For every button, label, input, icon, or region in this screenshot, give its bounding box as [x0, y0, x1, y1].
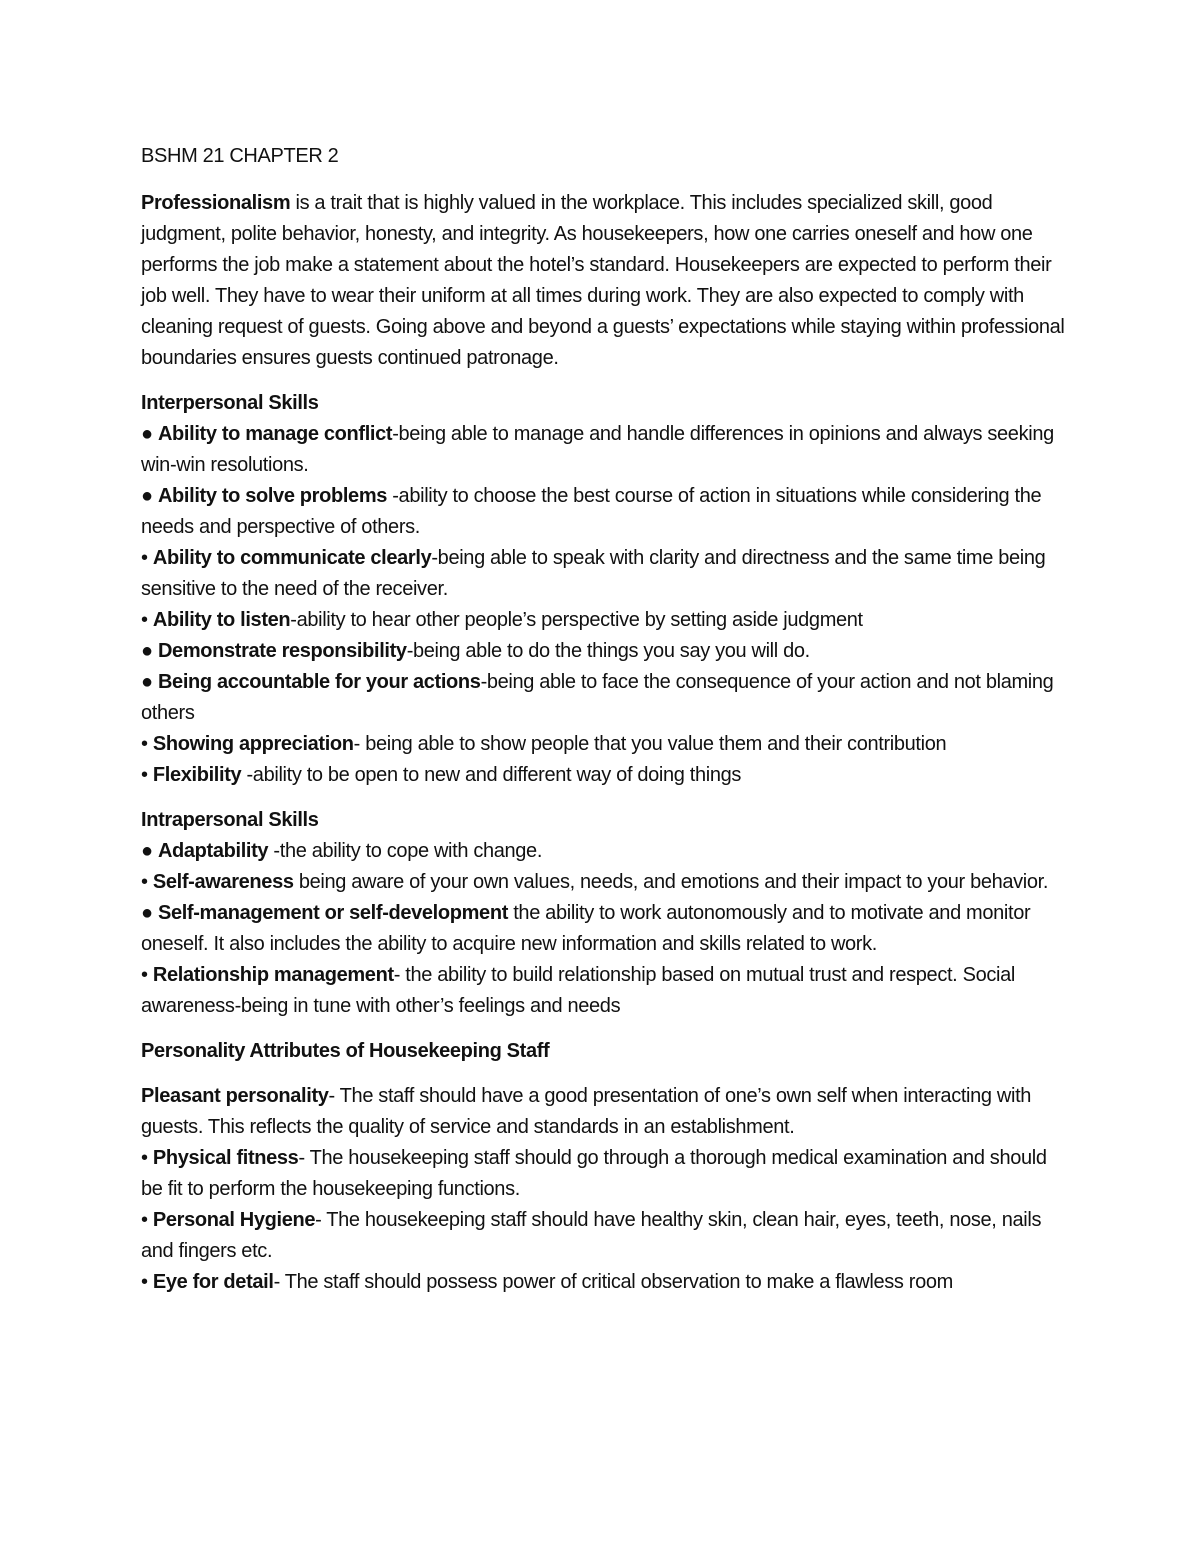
skill-term: Relationship management — [152, 964, 394, 986]
spacer — [141, 1067, 1071, 1081]
skill-term: Ability to communicate clearly — [152, 547, 432, 569]
skill-term: Self-awareness — [152, 871, 294, 893]
attribute-description: - The housekeeping staff should have healthy skin, clean hair, eyes, teeth, nose, nails and fingers etc. — [141, 1209, 1042, 1262]
list-item — [141, 1081, 1071, 1143]
attribute-term: Eye for detail — [152, 1271, 274, 1293]
professionalism-term: Professionalism — [141, 192, 291, 214]
bullet-icon: • — [141, 871, 148, 893]
skill-description: - the ability to build relationship based on mutual trust and respect. Social awareness-being in tune with other’s feelings and needs — [141, 964, 1015, 1017]
attribute-description: - The housekeeping staff should go through a thorough medical examination and should be fit to perform the housekeeping functions. — [141, 1147, 1047, 1200]
skill-description: -the ability to cope with change. — [268, 840, 543, 862]
bullet-icon: ● — [141, 423, 153, 445]
bullet-icon: ● — [141, 840, 153, 862]
list-item — [141, 605, 1071, 636]
attribute-description: - The staff should possess power of critical observation to make a flawless room — [273, 1271, 953, 1293]
interpersonal-skills-section — [141, 388, 1071, 791]
skill-term: Adaptability — [157, 840, 269, 862]
skill-description: -being able to speak with clarity and directness and the same time being sensitive to the need of the receiver. — [141, 547, 1046, 600]
list-item — [141, 898, 1071, 960]
bullet-icon: • — [141, 1271, 148, 1293]
list-item — [141, 419, 1071, 481]
skill-description: -ability to be open to new and different way of doing things — [241, 764, 742, 786]
list-item — [141, 836, 1071, 867]
list-item — [141, 1205, 1071, 1267]
document-page — [141, 141, 1071, 1312]
list-item — [141, 729, 1071, 760]
bullet-icon: • — [141, 1209, 148, 1231]
list-item — [141, 867, 1071, 898]
professionalism-paragraph — [141, 188, 1071, 374]
skill-description: -ability to hear other people’s perspective by setting aside judgment — [290, 609, 863, 631]
list-item — [141, 760, 1071, 791]
skill-description: -ability to choose the best course of action in situations while considering the needs and perspective of others. — [141, 485, 1042, 538]
intrapersonal-skills-heading: Intrapersonal Skills — [141, 809, 319, 831]
personality-attributes-heading: Personality Attributes of Housekeeping Staff — [141, 1040, 550, 1062]
bullet-icon: • — [141, 964, 148, 986]
attribute-term: Pleasant personality — [141, 1085, 329, 1107]
skill-description: -being able to face the consequence of your action and not blaming others — [141, 671, 1054, 724]
bullet-icon: ● — [141, 671, 153, 693]
skill-description: - being able to show people that you value them and their contribution — [353, 733, 947, 755]
bullet-icon: • — [141, 764, 148, 786]
skill-term: Flexibility — [152, 764, 242, 786]
attribute-description: - The staff should have a good presentation of one’s own self when interacting with guests. This reflects the quality of service and standards in an establishment. — [141, 1085, 1032, 1138]
skill-description: the ability to work autonomously and to motivate and monitor oneself. It also includes the ability to acquire new information and skills related to work. — [141, 902, 1031, 955]
skill-description: -being able to do the things you say you will do. — [406, 640, 810, 662]
skill-term: Showing appreciation — [152, 733, 354, 755]
personality-attributes-section — [141, 1036, 1071, 1298]
list-item — [141, 543, 1071, 605]
skill-term: Being accountable for your actions — [157, 671, 481, 693]
skill-term: Self-management or self-development — [157, 902, 509, 924]
bullet-icon: ● — [141, 902, 153, 924]
list-item — [141, 667, 1071, 729]
list-item — [141, 481, 1071, 543]
interpersonal-skills-heading: Interpersonal Skills — [141, 392, 319, 414]
bullet-icon: • — [141, 609, 148, 631]
bullet-icon: • — [141, 733, 148, 755]
skill-term: Ability to solve problems — [157, 485, 388, 507]
bullet-icon: • — [141, 547, 148, 569]
list-item — [141, 636, 1071, 667]
document-title: BSHM 21 CHAPTER 2 — [141, 145, 339, 167]
skill-term: Ability to listen — [152, 609, 291, 631]
bullet-icon: • — [141, 1147, 148, 1169]
list-item — [141, 1267, 1071, 1298]
list-item — [141, 960, 1071, 1022]
list-item — [141, 1143, 1071, 1205]
attribute-term: Physical fitness — [152, 1147, 299, 1169]
intrapersonal-skills-section — [141, 805, 1071, 1022]
skill-term: Demonstrate responsibility — [157, 640, 407, 662]
bullet-icon: ● — [141, 640, 153, 662]
bullet-icon: ● — [141, 485, 153, 507]
professionalism-text: is a trait that is highly valued in the workplace. This includes specialized skill, good judgment, polite behavior, honesty, and integrity. As housekeepers, how one carries oneself and how one performs the job make a statement about the hotel’s standard. Housekeepers are expected to perform their job well. They have to wear their uniform at all times during work. They are also expected to comply with cleaning request of guests. Going above and beyond a guests’ expectations while staying within professional boundaries ensures guests continued patronage. — [141, 192, 1065, 369]
skill-description: -being able to manage and handle differences in opinions and always seeking win-win resolutions. — [141, 423, 1054, 476]
attribute-term: Personal Hygiene — [152, 1209, 316, 1231]
skill-term: Ability to manage conflict — [157, 423, 393, 445]
skill-description: being aware of your own values, needs, and emotions and their impact to your behavior. — [293, 871, 1049, 893]
